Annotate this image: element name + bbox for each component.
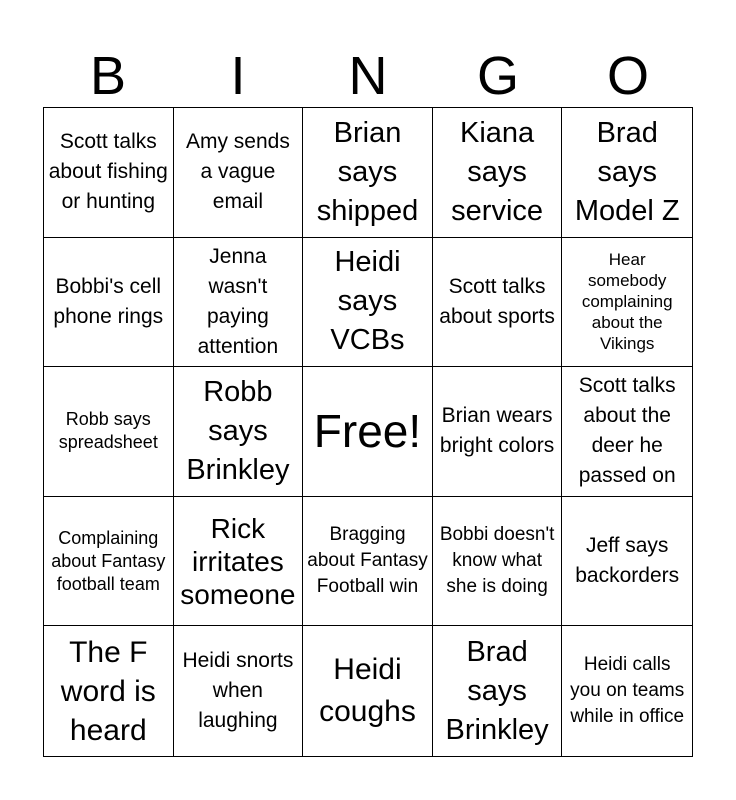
cell-text: Bragging about Fantasy Football win [307, 524, 428, 598]
bingo-cell[interactable] [44, 497, 174, 627]
bingo-cell[interactable] [303, 497, 433, 627]
bingo-cell[interactable] [44, 108, 174, 238]
header-letter-i: I [230, 46, 246, 106]
cell-text: Bobbi doesn't know what she is doing [439, 524, 555, 598]
bingo-cell[interactable] [562, 367, 692, 497]
header-letter-b: B [89, 46, 127, 106]
cell-text: Free! [313, 405, 422, 458]
header-letter-o: O [606, 46, 649, 106]
cell-text: Brian wears bright colors [439, 404, 555, 458]
bingo-cell[interactable] [44, 626, 174, 756]
bingo-cell[interactable] [433, 238, 563, 368]
cell-text: Jenna wasn't paying attention [197, 244, 279, 358]
bingo-cell[interactable] [562, 497, 692, 627]
bingo-cell[interactable] [303, 108, 433, 238]
cell-text: Brian says shipped [316, 116, 419, 227]
bingo-header [43, 44, 693, 108]
bingo-cell[interactable] [433, 626, 563, 756]
cell-text: Jeff says backorders [575, 534, 680, 588]
cell-text: Kiana says service [451, 116, 544, 227]
bingo-cell[interactable] [433, 367, 563, 497]
cell-text: Brad says Model Z [574, 116, 680, 227]
cell-text: Brad says Brinkley [445, 635, 549, 746]
bingo-cell[interactable] [44, 238, 174, 368]
header-letter-n: N [348, 46, 388, 106]
bingo-cell[interactable] [174, 367, 304, 497]
bingo-cell[interactable] [433, 108, 563, 238]
bingo-cell[interactable] [562, 108, 692, 238]
bingo-cell[interactable] [44, 367, 174, 497]
bingo-cell[interactable] [562, 626, 692, 756]
cell-text: The F word is heard [60, 635, 156, 747]
cell-text: Amy sends a vague email [185, 130, 290, 214]
bingo-cell[interactable] [433, 497, 563, 627]
bingo-cell[interactable] [174, 108, 304, 238]
bingo-cell[interactable] [562, 238, 692, 368]
cell-text: Heidi coughs [319, 653, 416, 729]
cell-text: Complaining about Fantasy football team [51, 527, 166, 594]
cell-text: Heidi snorts when laughing [182, 649, 294, 733]
cell-text: Scott talks about sports [439, 274, 555, 328]
header-letter-g: G [476, 46, 519, 106]
cell-text: Bobbi's cell phone rings [53, 274, 164, 328]
cell-text: Hear somebody complaining about the Vikings [581, 250, 673, 354]
cell-text: Scott talks about fishing or hunting [48, 130, 168, 214]
bingo-grid [43, 107, 693, 757]
bingo-cell[interactable] [174, 626, 304, 756]
bingo-cell[interactable] [303, 238, 433, 368]
bingo-cell-free[interactable] [303, 367, 433, 497]
cell-text: Scott talks about the deer he passed on [578, 374, 676, 488]
cell-text: Heidi calls you on teams while in office [570, 654, 685, 728]
cell-text: Heidi says VCBs [330, 246, 405, 357]
bingo-cell[interactable] [303, 626, 433, 756]
bingo-cell[interactable] [174, 497, 304, 627]
cell-text: Robb says spreadsheet [58, 409, 158, 453]
cell-text: Robb says Brinkley [186, 375, 290, 486]
cell-text: Rick irritates someone [180, 512, 296, 610]
bingo-cell[interactable] [174, 238, 304, 368]
